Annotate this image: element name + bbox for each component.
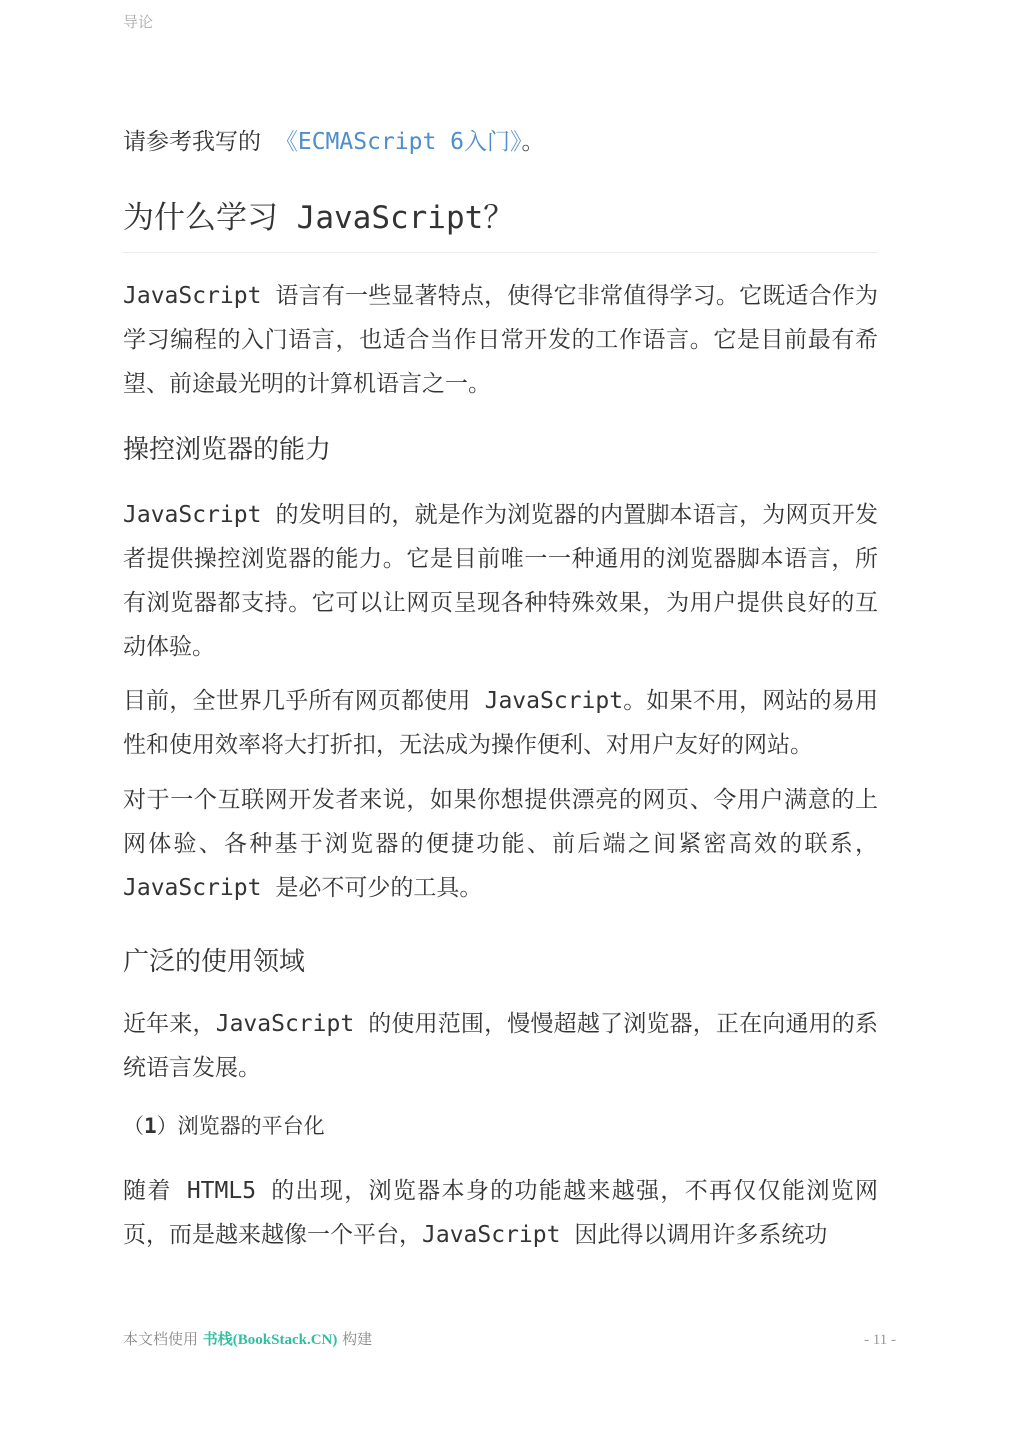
intro-paragraph <box>123 120 878 164</box>
paragraph-wide-usage-1: 近年来，JavaScript 的使用范围，慢慢超越了浏览器，正在向通用的系统语言发展。 <box>123 1011 878 1081</box>
paragraph-browser-control-1: JavaScript 的发明目的，就是作为浏览器的内置脚本语言，为网页开发者提供操控浏览器的能力。它是目前唯一一种通用的浏览器脚本语言，所有浏览器都支持。它可以让网页呈现各种特殊效果，为用户提供良好的互动体验。 <box>123 502 878 660</box>
footer-text-suffix: 构建 <box>337 1330 373 1348</box>
subheading-number: 1 <box>144 1114 157 1138</box>
ecmascript6-book-link[interactable]: 《ECMAScript 6入门》 <box>274 129 522 155</box>
paragraph-wide-usage-2: 随着 HTML5 的出现，浏览器本身的功能越来越强，不再仅仅能浏览网页，而是越来越像一个平台，JavaScript 因此得以调用许多系统功 <box>123 1178 878 1248</box>
footer-builder-note <box>123 1328 372 1349</box>
paragraph-why-learn: JavaScript 语言有一些显著特点，使得它非常值得学习。它既适合作为学习编程的入门语言，也适合当作日常开发的工作语言。它是目前最有希望、前途最光明的计算机语言之一。 <box>123 283 878 397</box>
intro-text-suffix: 。 <box>521 129 545 155</box>
running-header-chapter: 导论 <box>123 13 154 31</box>
page-footer <box>123 1328 896 1349</box>
section-title-why-learn-javascript: 为什么学习 JavaScript？ <box>123 198 878 253</box>
paragraph-browser-control-2: 目前，全世界几乎所有网页都使用 JavaScript。如果不用，网站的易用性和使用效率将大打折扣，无法成为操作便利、对用户友好的网站。 <box>123 688 878 758</box>
paragraph-browser-control-3: 对于一个互联网开发者来说，如果你想提供漂亮的网页、令用户满意的上网体验、各种基于浏览器的便捷功能、前后端之间紧密高效的联系，JavaScript 是必不可少的工具。 <box>123 787 878 901</box>
subheading-paren-close: ） <box>156 1114 178 1138</box>
subheading-browser-platform <box>123 1112 878 1140</box>
bookstack-link[interactable]: 书栈(BookStack.CN) <box>202 1332 338 1348</box>
page-content <box>123 32 878 1257</box>
footer-text-prefix: 本文档使用 <box>123 1330 203 1348</box>
intro-text-prefix: 请参考我写的 <box>123 129 275 155</box>
subheading-label: 浏览器的平台化 <box>177 1114 325 1138</box>
page-number: - 11 - <box>864 1332 896 1348</box>
subheading-paren-open: （ <box>123 1114 144 1138</box>
subsection-title-wide-usage: 广泛的使用领域 <box>123 947 306 977</box>
subsection-title-browser-control: 操控浏览器的能力 <box>123 435 332 465</box>
